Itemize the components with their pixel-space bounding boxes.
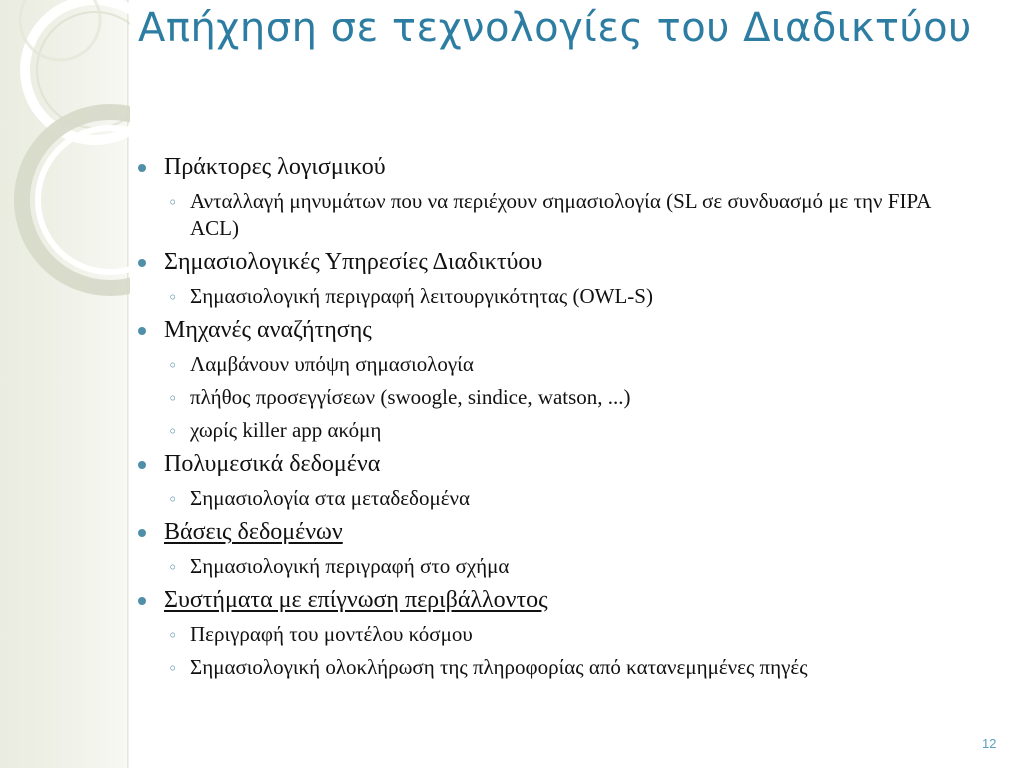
bullet-dot-icon <box>138 259 146 267</box>
bullet-dot-icon <box>138 164 146 172</box>
bullet-dot-icon <box>138 597 146 605</box>
slide-title: Απήχηση σε τεχνολογίες του Διαδικτύου <box>138 5 972 51</box>
sub-bullet-text: Σημασιολογική περιγραφή λειτουργικότητας (OWL-S) <box>190 284 653 308</box>
sub-bullet-text: Λαμβάνουν υπόψη σημασιολογία <box>190 352 474 376</box>
decorative-circles-graphic <box>0 0 130 320</box>
sub-bullet-item <box>128 621 988 648</box>
bullet-text[interactable]: Συστήματα με επίγνωση περιβάλλοντος <box>164 587 548 613</box>
bullet-dot-icon <box>138 461 146 469</box>
sub-bullet-group <box>128 485 988 512</box>
sub-bullet-item <box>128 384 988 411</box>
bullet-item <box>128 585 988 615</box>
bullet-text: Σημασιολογικές Υπηρεσίες Διαδικτύου <box>164 249 543 275</box>
sub-bullet-group <box>128 351 988 444</box>
bullet-dot-icon <box>138 529 146 537</box>
bullet-text: Πράκτορες λογισμικού <box>164 154 386 180</box>
hollow-circle-bullet-icon: ◦ <box>168 626 178 645</box>
sub-bullet-group <box>128 553 988 580</box>
sub-bullet-text: Σημασιολογία στα μεταδεδομένα <box>190 486 471 510</box>
sub-bullet-item <box>128 654 988 681</box>
sub-bullet-text: χωρίς killer app ακόμη <box>190 418 382 442</box>
sub-bullet-text: Σημασιολογική περιγραφή στο σχήμα <box>190 554 510 578</box>
sub-bullet-text: Σημασιολογική ολοκλήρωση της πληροφορίας από κατανεμημένες πηγές <box>190 655 808 679</box>
hollow-circle-bullet-icon: ◦ <box>168 288 178 307</box>
hollow-circle-bullet-icon: ◦ <box>168 193 178 212</box>
sub-bullet-item <box>128 188 988 242</box>
hollow-circle-bullet-icon: ◦ <box>168 558 178 577</box>
sub-bullet-text: πλήθος προσεγγίσεων (swoogle, sindice, watson, ...) <box>190 385 631 409</box>
sub-bullet-item <box>128 351 988 378</box>
bullet-item <box>128 247 988 277</box>
sub-bullet-item <box>128 417 988 444</box>
sub-bullet-text: Ανταλλαγή μηνυμάτων που να περιέχουν σημασιολογία (SL σε συνδυασμό με την FIPA ACL) <box>190 189 931 240</box>
sub-bullet-group <box>128 283 988 310</box>
hollow-circle-bullet-icon: ◦ <box>168 422 178 441</box>
hollow-circle-bullet-icon: ◦ <box>168 356 178 375</box>
bullet-text: Πολυμεσικά δεδομένα <box>164 451 381 477</box>
hollow-circle-bullet-icon: ◦ <box>168 659 178 678</box>
sub-bullet-item <box>128 283 988 310</box>
bullet-item <box>128 517 988 547</box>
sub-bullet-group <box>128 188 988 242</box>
bullet-dot-icon <box>138 327 146 335</box>
bullet-list <box>128 148 988 686</box>
bullet-text: Μηχανές αναζήτησης <box>164 317 372 343</box>
bullet-text[interactable]: Βάσεις δεδομένων <box>164 519 343 545</box>
hollow-circle-bullet-icon: ◦ <box>168 389 178 408</box>
sub-bullet-text: Περιγραφή του μοντέλου κόσμου <box>190 622 473 646</box>
sub-bullet-item <box>128 553 988 580</box>
sub-bullet-group <box>128 621 988 681</box>
bullet-item <box>128 449 988 479</box>
bullet-item <box>128 152 988 182</box>
sub-bullet-item <box>128 485 988 512</box>
page-number: 12 <box>982 736 997 751</box>
bullet-item <box>128 315 988 345</box>
hollow-circle-bullet-icon: ◦ <box>168 490 178 509</box>
